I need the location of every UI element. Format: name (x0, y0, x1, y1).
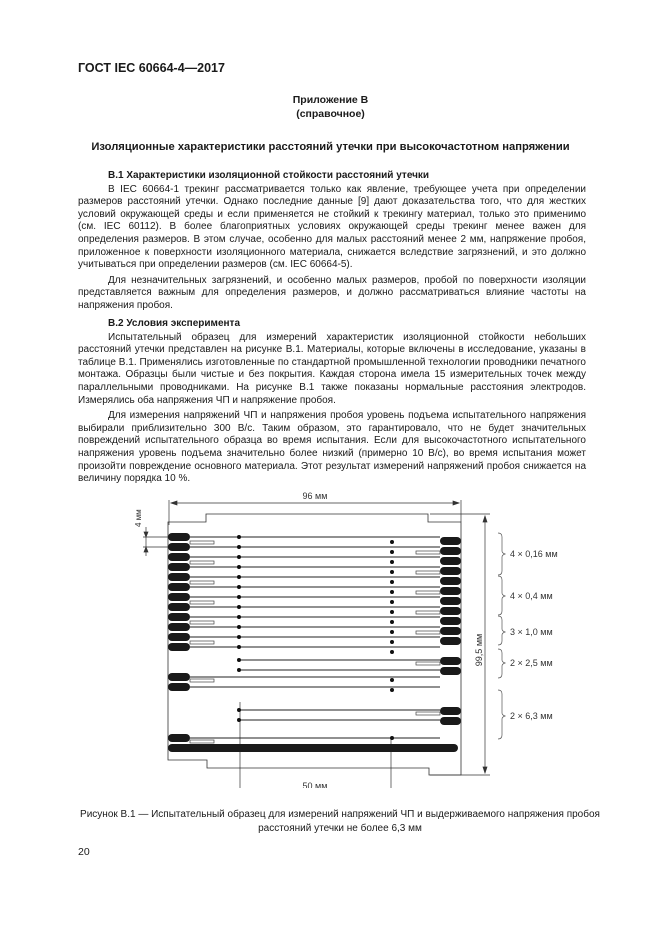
section-b2 (78, 318, 586, 489)
group-label: 4 × 0,4 мм (510, 591, 553, 601)
section-heading: B.1 Характеристики изоляционной стойкости расстояний утечки (108, 170, 430, 181)
group-label: 4 × 0,16 мм (510, 549, 558, 559)
paragraph: Испытательный образец для измерений характеристик изоляционной стойкости небольших расстояний утечки представлен на рисунке B.1. Материалы, которые включены в исследование, указаны в таблице B.1. Применялись изготовленные по стандартной промышленной технологии проводники печатного монтажа. Образцы были чистые и без покрытия. Каждая сторона имела 15 измерительных точек между параллельными проводниками. На рисунке B.1 также показаны нормальные расстояния электродов. Измерялись оба напряжения ЧП и напряжение пробоя. (78, 331, 586, 406)
document-code: ГОСТ IEC 60664-4—2017 (78, 61, 225, 75)
group-label: 3 × 1,0 мм (510, 627, 553, 637)
dim-width-label: 96 мм (302, 491, 328, 501)
dimension-4mm (143, 527, 168, 556)
conductors (190, 537, 440, 738)
section-heading: B.2 Условия эксперимента (108, 318, 241, 329)
page-number: 20 (78, 846, 90, 858)
test-specimen-diagram (0, 488, 661, 788)
paragraph: В IEC 60664-1 трекинг рассматривается только как явление, требующее учета при определении размеров расстояний утечки. Однако последние данные [9] дают доказательства того, что для жестких условий окружающей среды и если применяется не стойкий к трекингу материал, только это применимо (см. IEC 60112). В более благоприятных условиях окружающей среды трекинг менее важен для определения размеров. В этом случае, особенно для малых расстояний менее 2 мм, напряжение пробоя, приложенное к поверхности изоляционного материала, снижается вследствие загрязнений, и это должно учитываться при определении размеров (см. IEC 60664-5). (78, 183, 586, 271)
paragraph: Для незначительных загрязнений, и особенно малых размеров, пробой по поверхности изоляции представляется важным для определения размеров, и должно рассматриваться влияние частоты на напряжения пробоя. (78, 274, 586, 311)
dim-height-label: 99,5 мм (474, 633, 484, 667)
right-pads (440, 537, 461, 725)
group-labels (510, 549, 558, 721)
dim-pitch-label: 4 мм (134, 509, 143, 527)
section-b1 (78, 170, 586, 316)
group-label: 2 × 2,5 мм (510, 658, 553, 668)
main-title: Изоляционные характеристики расстояний утечки при высокочастотном напряжении (91, 141, 570, 153)
group-braces (498, 533, 505, 739)
paragraph: Для измерения напряжений ЧП и напряжения пробоя уровень подъема испытательного напряжения выбирали приблизительно 300 В/с. Таким образом, это гарантировало, что не будет значительных повреждений испытательного образца во время испытания. Если для высокочастотного испытательного напряжения уровень подъема значительно более низкий (примерно 10 В/с), во время испытания может произойти повреждение основного материала. Этот результат измерений напряжений пробоя снижается на величину порядка 10 %. (78, 410, 586, 485)
group-label: 2 × 6,3 мм (510, 711, 553, 721)
dim-bottom-label: 50 мм (302, 781, 328, 788)
test-stubs (190, 541, 440, 743)
annex-subtitle: (справочное) (296, 108, 365, 120)
dimension-96mm (169, 500, 461, 525)
figure-b1 (0, 488, 661, 788)
figure-caption: Рисунок B.1 — Испытательный образец для измерений напряжений ЧП и выдерживаемого напряжения пробоя расстояний утечки не более 6,3 мм (80, 809, 600, 834)
annex-title: Приложение B (292, 94, 369, 106)
